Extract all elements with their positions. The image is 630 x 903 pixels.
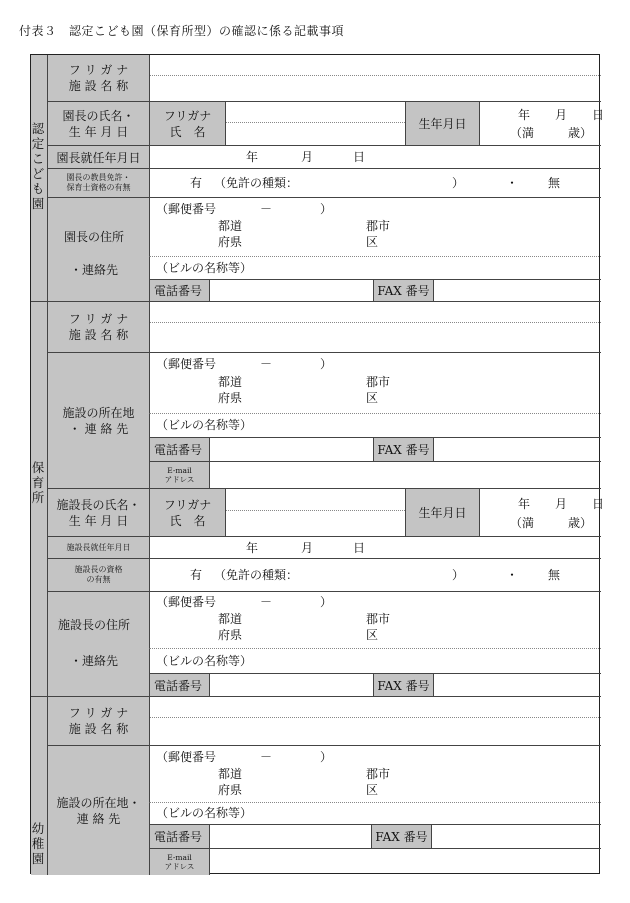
director-name-l2: 生 年 月 日	[68, 513, 129, 528]
mitsu-2: （満	[510, 516, 535, 530]
fax-field-2[interactable]	[433, 437, 601, 461]
start-day-1: 日	[353, 150, 366, 164]
birthdate-text-1: 生年月日	[418, 117, 467, 131]
gunshi-1: 郡市	[366, 219, 391, 233]
ku-3: 区	[366, 628, 379, 642]
facility-name-field-3[interactable]	[149, 696, 601, 746]
phone-text-4: 電話番号	[154, 830, 203, 844]
page-title: 付表３ 認定こども園（保育所型）の確認に係る記載事項	[19, 24, 345, 38]
director-address-text: 施設長の住所	[58, 618, 131, 632]
no-2: 無	[548, 568, 561, 582]
todo-3: 都道	[218, 612, 243, 626]
sai-1: 歳）	[568, 126, 593, 140]
building-1: （ビルの名称等）	[156, 261, 253, 275]
facility-name-field-1[interactable]	[149, 55, 601, 102]
phone-field-1[interactable]	[209, 280, 373, 301]
facility-name-field-2[interactable]	[149, 301, 601, 353]
mitsu-1: （満	[510, 126, 535, 140]
postal-2: （郵便番号	[156, 357, 217, 371]
phone-label-4	[149, 824, 209, 848]
start-year-1: 年	[246, 150, 259, 164]
birthdate-label-2	[405, 489, 479, 537]
label-facility-name-3	[47, 696, 149, 746]
furigana-label-3: フ リ ガ ナ	[68, 706, 129, 720]
shimei-1: 氏 名	[169, 124, 206, 139]
email-l2-4: アドレス	[164, 862, 195, 871]
birthdate-label-1	[405, 102, 479, 146]
principal-contact-text: ・連絡先	[70, 263, 119, 277]
dot-1: ・	[506, 176, 519, 190]
fax-text-4: FAX 番号	[375, 830, 428, 844]
birthdate-text-2: 生年月日	[418, 506, 467, 520]
principal-start-text: 園長就任年月日	[56, 150, 141, 165]
principal-start-field[interactable]	[149, 146, 601, 169]
ku-2: 区	[366, 391, 379, 405]
postal-close-3: ）	[320, 595, 333, 609]
section-hoikusho-label	[31, 460, 47, 505]
building-4: （ビルの名称等）	[156, 806, 253, 820]
license-kind-2: （免許の種類：	[214, 568, 299, 582]
director-name-l1: 施設長の氏名・	[56, 497, 141, 512]
label-director-qual	[47, 559, 149, 592]
fuken-2: 府県	[218, 391, 243, 405]
principal-license-field[interactable]	[149, 169, 601, 198]
furigana-small-1: フリガナ	[163, 108, 212, 123]
fuken-3: 府県	[218, 628, 243, 642]
director-qual-l1: 施設長の資格	[74, 565, 123, 574]
license-kind-1: （免許の種類：	[214, 176, 299, 190]
label-principal-address	[47, 198, 149, 301]
location3-l2: 連 絡 先	[76, 811, 121, 826]
day-1: 日	[592, 108, 605, 122]
year-1: 年	[518, 108, 531, 122]
yes-1: 有	[190, 176, 203, 190]
section-yochien-text: 幼稚園	[31, 821, 45, 866]
building-field-3[interactable]	[149, 648, 601, 674]
fax-text-2: FAX 番号	[377, 443, 430, 457]
principal-address-field[interactable]	[149, 198, 601, 256]
email-l1-4: E-mail	[167, 853, 192, 862]
building-3: （ビルの名称等）	[156, 654, 253, 668]
furigana-label-1: フ リ ガ ナ	[68, 63, 129, 77]
dash-3: －	[260, 595, 273, 609]
year-2: 年	[518, 497, 531, 511]
label-facility-name-2	[47, 301, 149, 353]
building-field-2[interactable]	[149, 413, 601, 437]
principal-address-text: 園長の住所	[64, 230, 125, 244]
email-l2-2: アドレス	[164, 475, 195, 484]
postal-close-2: ）	[320, 357, 333, 371]
phone-label-3	[149, 674, 209, 696]
email-label-4	[149, 848, 209, 875]
director-name-field[interactable]	[225, 489, 405, 537]
close-paren-2: ）	[452, 568, 465, 582]
phone-field-3[interactable]	[209, 674, 373, 696]
yes-2: 有	[190, 568, 203, 582]
director-contact-text: ・連絡先	[70, 654, 119, 668]
todo-2: 都道	[218, 375, 243, 389]
label-director-name	[47, 489, 149, 537]
principal-license-l2: 保育士資格の有無	[66, 183, 131, 192]
shimei-2: 氏 名	[169, 513, 206, 528]
email-l1-2: E-mail	[167, 466, 192, 475]
email-label-2	[149, 461, 209, 489]
phone-text-1: 電話番号	[154, 284, 203, 298]
phone-label-2	[149, 437, 209, 461]
location-field-2[interactable]	[149, 353, 601, 413]
phone-text-2: 電話番号	[154, 443, 203, 457]
label-location-3	[47, 746, 149, 875]
section-hoikusho-text: 保育所	[31, 460, 45, 505]
furigana-shimei-label-2	[149, 489, 225, 537]
fax-text-3: FAX 番号	[377, 678, 430, 693]
director-address-field[interactable]	[149, 592, 601, 648]
ku-1: 区	[366, 235, 379, 249]
no-1: 無	[548, 176, 561, 190]
gunshi-2: 郡市	[366, 375, 391, 389]
postal-close-4: ）	[320, 750, 333, 764]
close-paren-1: ）	[452, 176, 465, 190]
dash-2: －	[260, 357, 273, 371]
postal-close-1: ）	[320, 202, 333, 216]
principal-license-l1: 園長の教員免許・	[66, 173, 131, 182]
start-day-2: 日	[353, 541, 366, 555]
gunshi-3: 郡市	[366, 612, 391, 626]
building-field-1[interactable]	[149, 256, 601, 280]
label-location-2	[47, 353, 149, 489]
sai-2: 歳）	[568, 516, 593, 530]
principal-name-field[interactable]	[225, 102, 405, 146]
furigana-small-2: フリガナ	[163, 497, 212, 512]
start-month-2: 月	[301, 541, 314, 555]
phone-field-4[interactable]	[209, 824, 371, 848]
facility-name-label-2: 施 設 名 称	[68, 328, 129, 342]
birthdate-field-2[interactable]	[479, 489, 605, 537]
label-director-start	[47, 537, 149, 559]
label-director-address	[47, 592, 149, 696]
section-yochien-label	[31, 821, 47, 866]
email-field-2[interactable]	[209, 461, 601, 489]
postal-4: （郵便番号	[156, 750, 217, 764]
label-principal-name	[47, 102, 149, 146]
phone-field-2[interactable]	[209, 437, 373, 461]
dash-4: －	[260, 750, 273, 764]
month-2: 月	[555, 497, 568, 511]
location-field-3[interactable]	[149, 746, 601, 802]
fax-field-1[interactable]	[433, 280, 601, 301]
furigana-label-2: フ リ ガ ナ	[68, 312, 129, 326]
fax-label-1	[373, 280, 433, 301]
director-start-field[interactable]	[149, 537, 601, 559]
start-month-1: 月	[301, 150, 314, 164]
fax-field-3[interactable]	[433, 674, 601, 696]
section-kodomoen-label	[31, 121, 47, 211]
principal-name-l1: 園長の氏名・	[62, 108, 135, 123]
phone-text-3: 電話番号	[154, 678, 203, 693]
building-field-4[interactable]	[149, 802, 601, 824]
location2-l2: ・ 連 絡 先	[68, 421, 129, 436]
fuken-4: 府県	[218, 783, 243, 797]
postal-1: （郵便番号	[156, 202, 217, 216]
day-2: 日	[592, 497, 605, 511]
director-qual-l2: の有無	[86, 575, 111, 584]
fax-label-4	[371, 824, 431, 848]
todo-4: 都道	[218, 767, 243, 781]
registration-form	[30, 54, 605, 874]
principal-name-l2: 生 年 月 日	[68, 124, 129, 139]
gunshi-4: 郡市	[366, 767, 391, 781]
location3-l1: 施設の所在地・	[56, 795, 141, 810]
director-qual-field[interactable]	[149, 559, 601, 592]
section-kodomoen-text: 認定こども園	[31, 121, 45, 211]
dash-1: －	[260, 202, 273, 216]
todo-1: 都道	[218, 219, 243, 233]
fax-label-2	[373, 437, 433, 461]
director-start-text: 施設長就任年月日	[66, 542, 131, 552]
fax-label-3	[373, 674, 433, 696]
building-2: （ビルの名称等）	[156, 418, 253, 432]
fuken-1: 府県	[218, 235, 243, 249]
ku-4: 区	[366, 783, 379, 797]
email-field-4[interactable]	[209, 848, 601, 875]
month-1: 月	[555, 108, 568, 122]
dot-2: ・	[506, 568, 519, 582]
birthdate-field-1[interactable]	[479, 102, 605, 146]
facility-name-label-3: 施 設 名 称	[68, 722, 129, 736]
furigana-shimei-label-1	[149, 102, 225, 146]
location2-l1: 施設の所在地	[62, 405, 135, 420]
label-principal-license	[47, 169, 149, 198]
fax-field-4[interactable]	[431, 824, 601, 848]
fax-text-1: FAX 番号	[377, 284, 430, 298]
postal-3: （郵便番号	[156, 595, 217, 609]
label-facility-name-1	[47, 55, 149, 102]
facility-name-label-1: 施 設 名 称	[68, 79, 129, 93]
start-year-2: 年	[246, 541, 259, 555]
label-principal-start	[47, 146, 149, 169]
phone-label-1	[149, 280, 209, 301]
